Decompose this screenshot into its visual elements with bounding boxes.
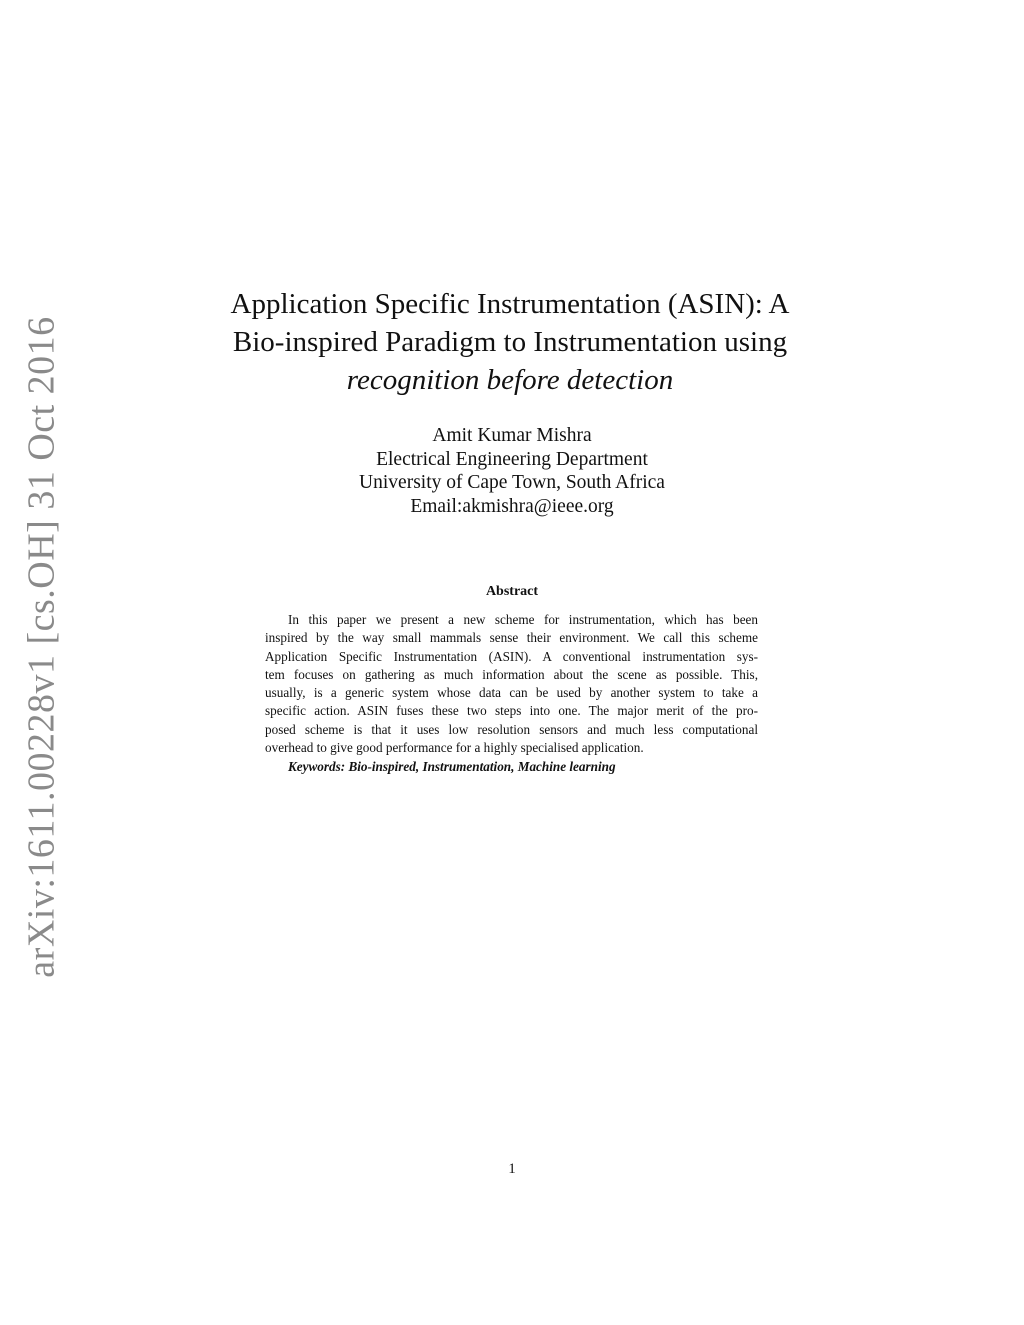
abstract-line: overhead to give good performance for a highly specialised application. xyxy=(265,740,644,756)
abstract-line: usually, is a generic system whose data can be used by another system to take a xyxy=(265,685,758,701)
keywords: Keywords: Bio-inspired, Instrumentation, Machine learning xyxy=(288,759,616,774)
abstract-line: tem focuses on gathering as much information about the scene as possible. This, xyxy=(265,666,758,682)
abstract-line: inspired by the way small mammals sense their environment. We call this scheme xyxy=(265,630,758,646)
abstract-line: specific action. ASIN fuses these two steps into one. The major merit of the pro- xyxy=(265,703,758,719)
author-block xyxy=(262,424,762,519)
paper-title xyxy=(210,285,810,399)
arxiv-identifier-text: arXiv:1611.00228v1 [cs.OH] 31 Oct 2016 xyxy=(21,316,64,978)
title-line-2: Bio-inspired Paradigm to Instrumentation using xyxy=(232,326,788,358)
abstract-line: Application Specific Instrumentation (ASIN). A conventional instrumentation sys- xyxy=(265,648,758,664)
author-affiliation: University of Cape Town, South Africa xyxy=(359,472,665,494)
abstract-line: posed scheme is that it uses low resolution sensors and much less computational xyxy=(265,721,758,737)
abstract-heading: Abstract xyxy=(485,584,539,599)
abstract-body xyxy=(265,611,758,757)
abstract-line: In this paper we present a new scheme for instrumentation, which has been xyxy=(288,612,758,627)
author-department: Electrical Engineering Department xyxy=(376,448,648,470)
author-email: Email:akmishra@ieee.org xyxy=(410,496,614,518)
title-line-1: Application Specific Instrumentation (ASIN): A xyxy=(230,288,790,320)
page-number: 1 xyxy=(508,1161,516,1177)
title-line-3: recognition before detection xyxy=(346,364,674,396)
arxiv-identifier-stamp xyxy=(21,316,64,978)
author-name: Amit Kumar Mishra xyxy=(432,425,592,446)
